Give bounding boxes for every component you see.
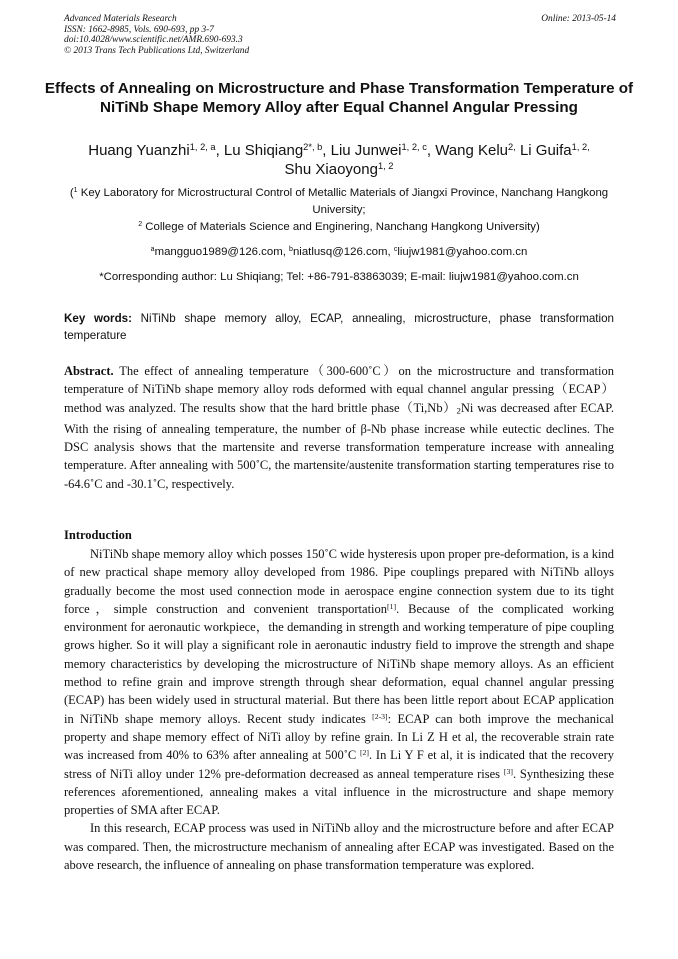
keywords-text: NiTiNb shape memory alloy, ECAP, annealing, microstructure, phase transformation temperature bbox=[64, 312, 614, 342]
abstract-text: The effect of annealing temperature（300-600˚C）on the microstructure and transformation temperature of NiTiNb shape memory alloy rods deformed with equal channel angular pressing（ECAP） method was analyzed. The results show that the hard brittle phase（Ti,Nb） bbox=[64, 364, 614, 415]
author-name: Lu Shiqiang bbox=[223, 142, 304, 159]
abstract-label: Abstract. bbox=[64, 364, 114, 378]
online-date: Online: 2013-05-14 bbox=[541, 14, 616, 24]
paragraph-text: . Because of the complicated working environment for aeronautic workpiece，the demanding in strength and working temperature of pipe coupling grows higher. So it will play a significant role in aeronautic industry field to improve the strength and shape memory characteristics by developing the microstructure of NiTiNb shape memory alloys. As an efficient method to refine grain and improve strength through shear deformation, equal channel angular pressing (ECAP) has been widely used in structural material. But there has been little report about ECAP application in NiTiNb shape memory alloys. Recent study indicates bbox=[64, 601, 614, 726]
citation-ref[interactable]: [3] bbox=[503, 766, 513, 776]
email-link[interactable]: liujw1981@yahoo.com.cn bbox=[397, 246, 528, 258]
journal-name: Advanced Materials Research bbox=[64, 14, 177, 24]
citation-ref[interactable]: [2] bbox=[359, 748, 370, 758]
author-item bbox=[88, 142, 224, 159]
section-heading-introduction: Introduction bbox=[64, 528, 132, 542]
author-item bbox=[285, 161, 394, 178]
author-separator: , bbox=[215, 142, 224, 159]
author-list bbox=[40, 141, 638, 179]
paragraph-text: . Synthesizing these references aforementioned, annealing makes a vital influence in the microstructure and shape memory properties of SMA after ECAP. bbox=[64, 766, 615, 818]
author-name: Huang Yuanzhi bbox=[88, 142, 190, 159]
keywords-label: Key words: bbox=[64, 312, 132, 325]
paper-title: Effects of Annealing on Microstructure and Phase Transformation Temperature of NiTiNb Shape Memory Alloy after Equal Channel Angular Pressing bbox=[44, 80, 634, 116]
email-mark: c bbox=[393, 246, 398, 254]
abstract-subscript: 2 bbox=[456, 405, 461, 416]
paragraph bbox=[64, 545, 614, 819]
email-link[interactable]: niatlusq@126.com bbox=[292, 246, 388, 258]
affiliation-text: Key Laboratory for Microstructural Control of Metallic Materials of Jiangxi Province, Nanchang Hangkong University; bbox=[77, 187, 609, 216]
email-link[interactable]: mangguo1989@126.com bbox=[154, 246, 283, 258]
affiliations bbox=[48, 185, 630, 235]
author-name: Wang Kelu bbox=[435, 142, 509, 159]
author-separator: , bbox=[426, 142, 436, 159]
paragraph: In this research, ECAP process was used in NiTiNb alloy and the microstructure before and after ECAP was compared. Then, the microstructure mechanism of annealing after ECAP was investigated. Based on the above research, the influence of annealing on phase transformation temperature was explored. bbox=[64, 821, 614, 873]
author-affil-mark: 2, bbox=[508, 141, 516, 152]
citation-ref[interactable]: [2-3] bbox=[372, 711, 388, 721]
affiliation-text: College of Materials Science and Enginering, Nanchang Hangkong University) bbox=[142, 220, 540, 233]
email-mark: b bbox=[289, 246, 293, 254]
affiliation-2 bbox=[48, 219, 630, 236]
corresponding-author: *Corresponding author: Lu Shiqiang; Tel: +86-791-83863039; E-mail: liujw1981@yahoo.com.cn bbox=[99, 271, 579, 283]
affiliation-1 bbox=[48, 185, 630, 219]
copyright-line: © 2013 Trans Tech Publications Ltd, Switzerland bbox=[64, 45, 250, 56]
email-mark: a bbox=[150, 246, 155, 254]
affiliation-mark: 2 bbox=[138, 220, 143, 228]
author-affil-mark: 1, 2 bbox=[377, 160, 394, 171]
author-affil-mark: 2*, b bbox=[303, 141, 323, 152]
author-name: Li Guifa bbox=[519, 142, 572, 159]
keywords bbox=[64, 310, 614, 344]
author-item bbox=[224, 142, 331, 159]
email-separator: , bbox=[387, 246, 394, 258]
paragraph-text: NiTiNb shape memory alloy which posses 150˚C wide hysteresis upon proper pre-deformation, is a kind of new practical shape memory alloy developed from 1986. Pipe couplings prepared with NiTiNb alloys gradually become the most used connection mode in aerospace engine connection system due to its tight force，simple construction and convenient transportation bbox=[64, 547, 614, 616]
introduction-body bbox=[64, 545, 614, 874]
author-separator: , bbox=[322, 142, 331, 159]
author-item bbox=[435, 142, 520, 159]
author-item bbox=[520, 142, 590, 159]
citation-ref[interactable]: [1] bbox=[387, 601, 397, 611]
author-name: Shu Xiaoyong bbox=[284, 161, 378, 178]
article-header bbox=[64, 14, 616, 56]
doi-line: doi:10.4028/www.scientific.net/AMR.690-693.3 bbox=[64, 35, 243, 46]
email-separator: , bbox=[282, 246, 290, 258]
issn-line: ISSN: 1662-8985, Vols. 690-693, pp 3-7 bbox=[64, 24, 214, 35]
abstract bbox=[64, 362, 614, 493]
author-name: Liu Junwei bbox=[330, 142, 402, 159]
author-item bbox=[331, 142, 436, 159]
paragraph-text: . In Li Y F et al, it is indicated that the recovery stress of NiTi alloy under 12% pre-deformation decreased as anneal temperature rises bbox=[64, 748, 614, 781]
abstract-text: Ni was decreased after ECAP. With the rising of annealing temperature, the number of β-Nb phase increase while eutectic declines. The DSC analysis shows that the martensite and reverse transformation temperature increase with annealing temperature. After annealing with 500˚C, the martensite/austenite transformation starting temperatures rise to -64.6˚C and -30.1˚C, respectively. bbox=[64, 400, 615, 491]
email-list bbox=[40, 245, 638, 259]
affiliation-mark: 1 bbox=[73, 187, 78, 195]
author-affil-mark: 1, 2, a bbox=[189, 141, 216, 152]
author-affil-mark: 1, 2, bbox=[571, 141, 590, 152]
paragraph-text: : ECAP can both improve the mechanical property and shape memory effect of NiTi alloy by refine grain. In Li Z H et al, the recoverable strain rate was increased from 40% to 63% after annealing at 500˚C bbox=[64, 711, 614, 763]
affiliation-paren: ( bbox=[69, 187, 74, 199]
author-affil-mark: 1, 2, c bbox=[401, 141, 427, 152]
